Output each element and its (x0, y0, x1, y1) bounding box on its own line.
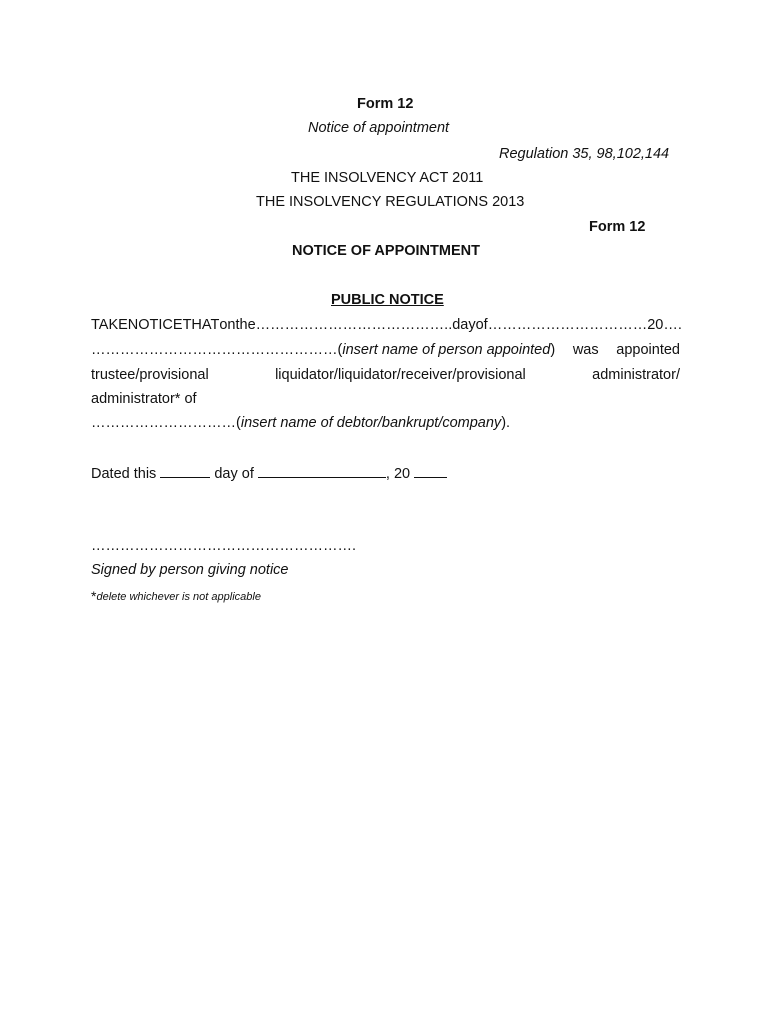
appointee-dots: …………………………………………… (91, 342, 338, 358)
signed-by-label: Signed by person giving notice (91, 562, 289, 578)
word: was (572, 342, 599, 358)
role-option: trustee/provisional (91, 367, 209, 383)
day-blank-field[interactable] (160, 463, 210, 478)
act-title: THE INSOLVENCY ACT 2011 (291, 170, 484, 186)
regulations-title: THE INSOLVENCY REGULATIONS 2013 (256, 194, 525, 210)
signature-line[interactable]: ………………………………………………. (91, 538, 357, 554)
notice-heading: NOTICE OF APPOINTMENT (292, 243, 480, 259)
debtor-dots: …………………………( (91, 415, 241, 431)
appointee-blank (91, 341, 555, 359)
word: on (219, 317, 236, 333)
paren-open: ( (337, 342, 343, 358)
notice-paragraph-line-5 (91, 414, 680, 432)
footnote (91, 587, 261, 606)
day-blank-dots: …………………………………..day (255, 317, 476, 333)
notice-paragraph-line-2 (91, 341, 680, 359)
paren-close-period: ). (501, 415, 511, 431)
word: NOTICE (127, 317, 183, 333)
word: THAT (182, 317, 220, 333)
word: TAKE (91, 317, 128, 333)
month-year-blank-dots: of……………………………20…. (475, 317, 682, 333)
role-option: liquidator/liquidator/receiver/provisional (275, 367, 526, 383)
dated-prefix: Dated this (91, 466, 157, 482)
regulation-reference: Regulation 35, 98,102,144 (499, 146, 670, 162)
notice-subtitle: Notice of appointment (308, 120, 450, 136)
insert-person-instruction: insert name of person appointed (342, 342, 551, 358)
word: the (235, 317, 256, 333)
footnote-text: delete whichever is not applicable (96, 591, 261, 603)
notice-paragraph-line-3 (91, 366, 680, 384)
insert-debtor-instruction: insert name of debtor/bankrupt/company (240, 415, 502, 431)
form-title: Form 12 (357, 96, 414, 112)
year-blank-field[interactable] (414, 463, 447, 478)
day-of-label: day of (214, 466, 254, 482)
form-label-right: Form 12 (589, 219, 646, 235)
public-notice-heading: PUBLIC NOTICE (331, 292, 444, 308)
asterisk: * (91, 588, 97, 604)
notice-paragraph-line-1 (91, 316, 680, 334)
notice-paragraph-line-4: administrator* of (91, 391, 197, 407)
month-blank-field[interactable] (258, 463, 386, 478)
word: appointed (616, 342, 680, 358)
role-option: administrator/ (592, 367, 680, 383)
dated-line (91, 463, 447, 483)
paren-close: ) (550, 342, 556, 358)
year-prefix: , 20 (385, 466, 411, 482)
